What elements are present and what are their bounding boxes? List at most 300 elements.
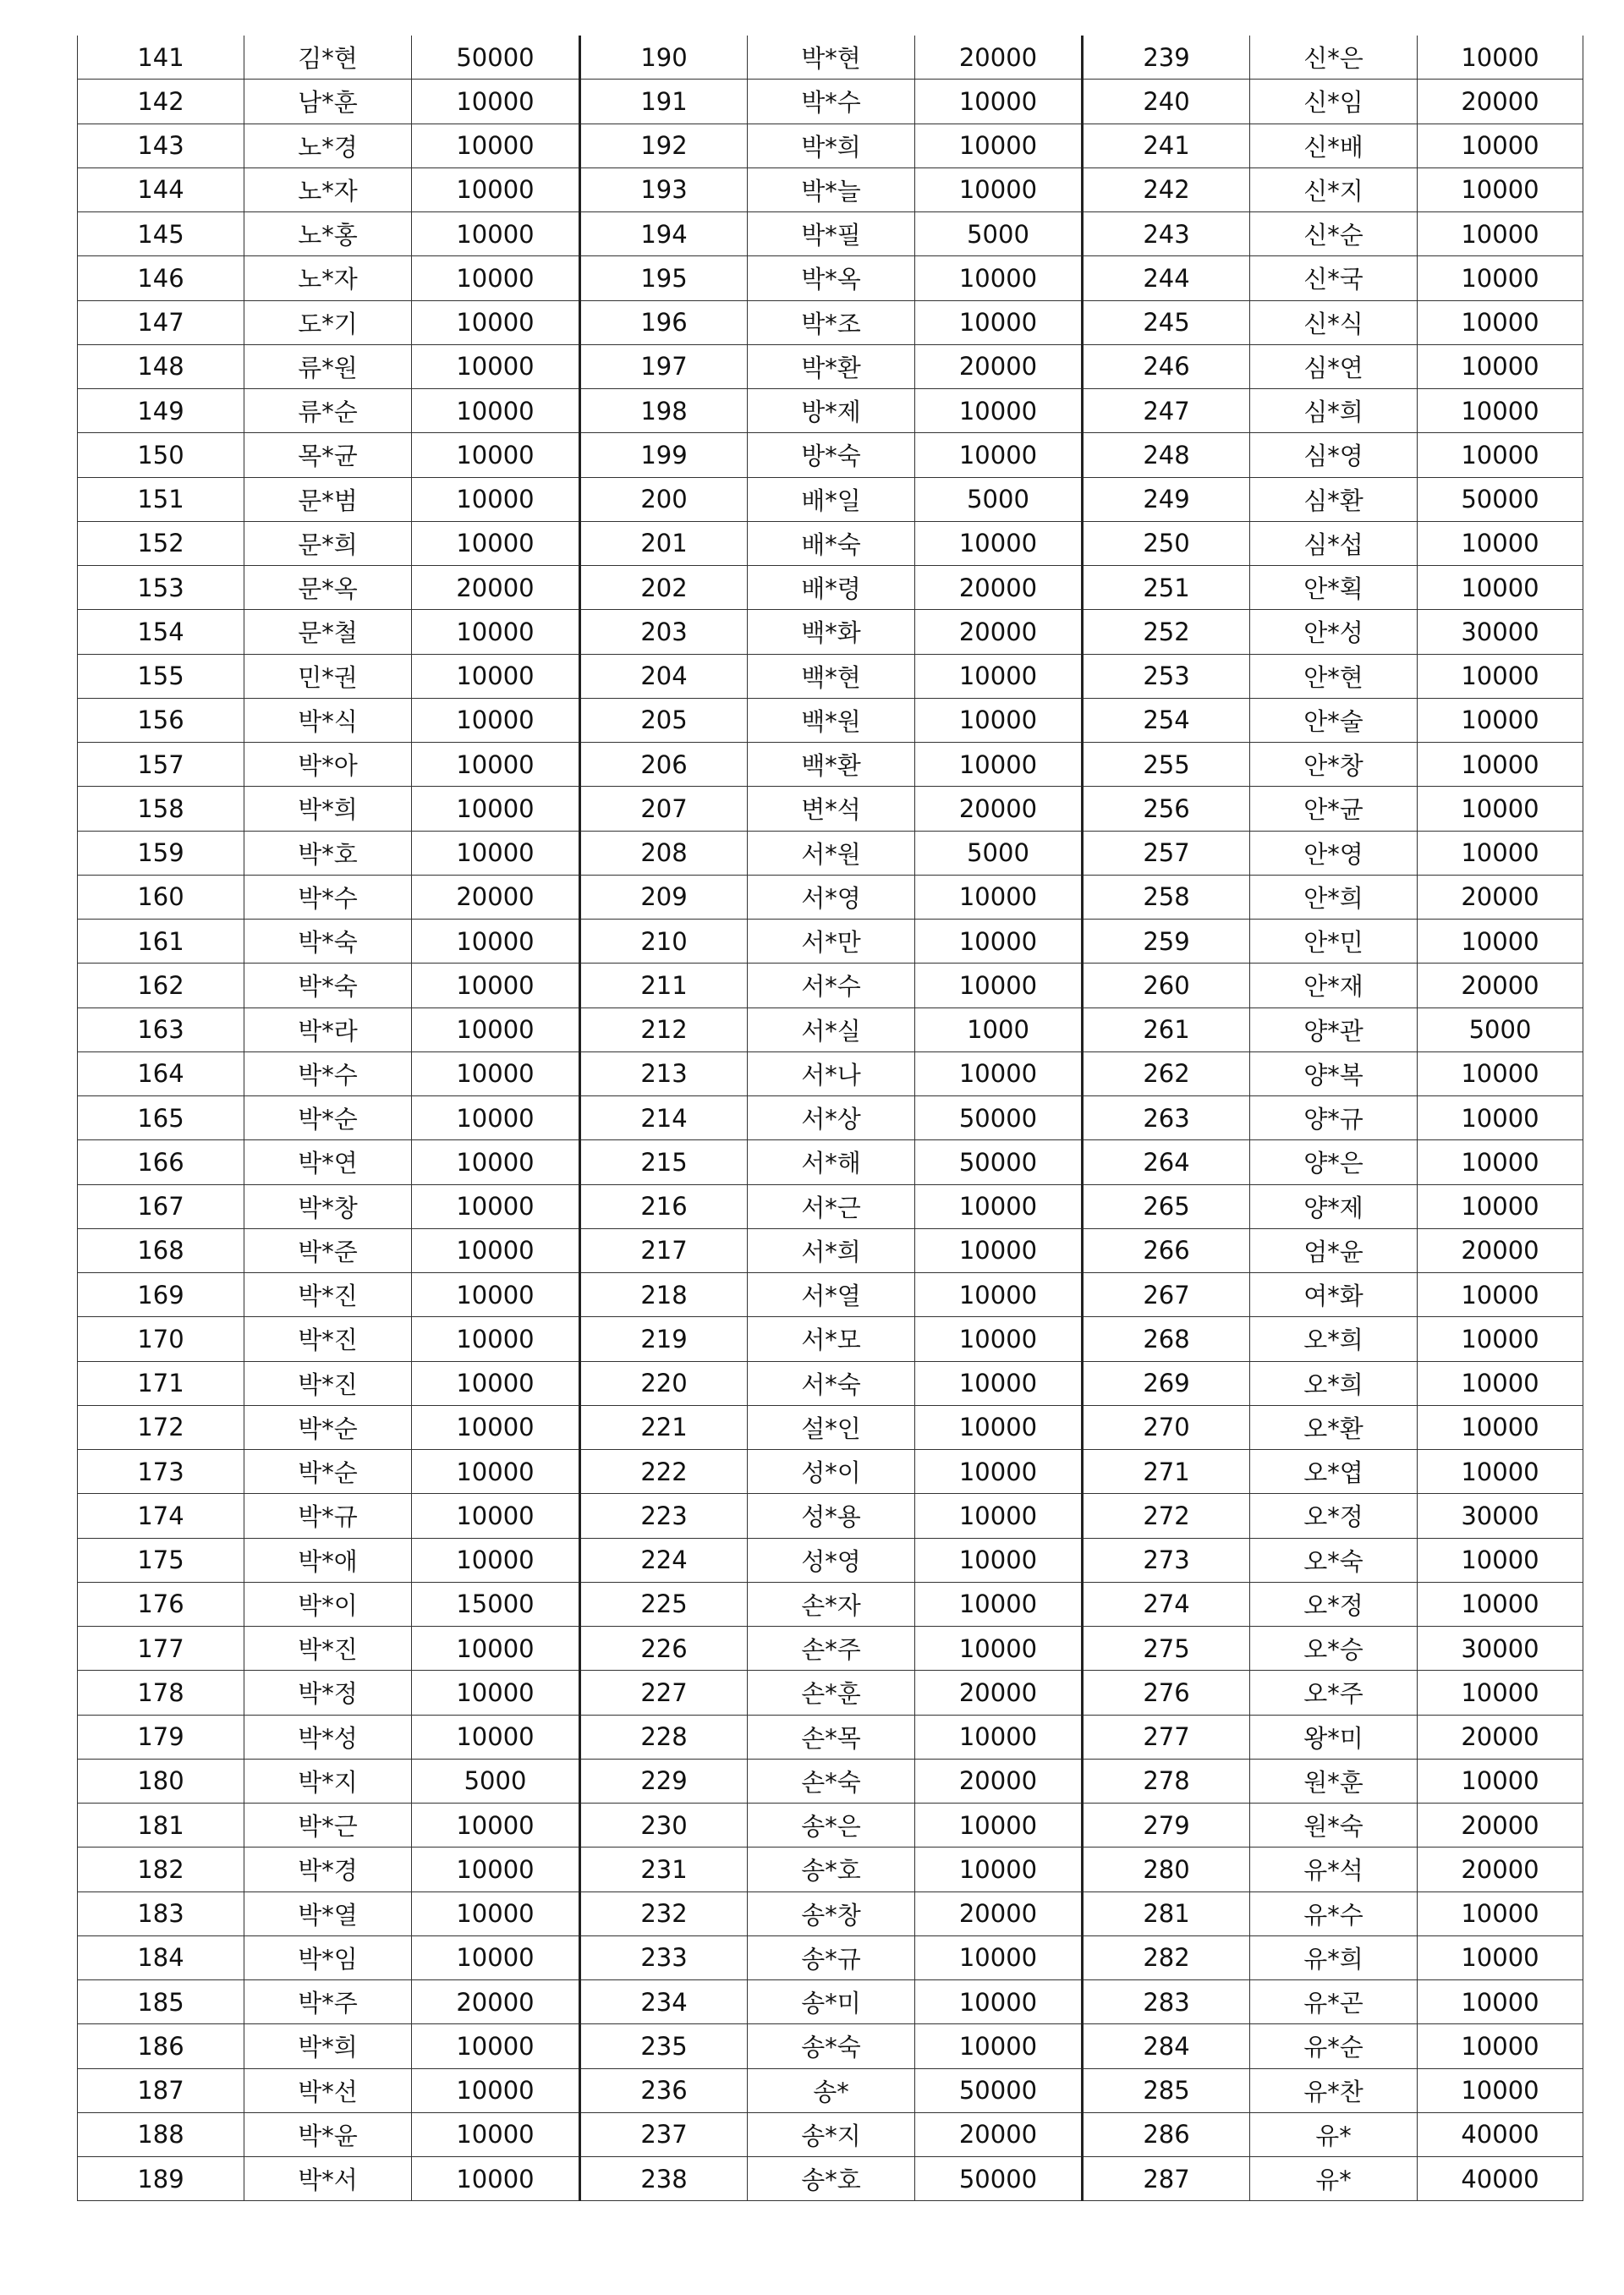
- cell-name: 송*규: [748, 1935, 915, 1979]
- cell-name: 송*지: [748, 2112, 915, 2156]
- cell-name: 송*은: [748, 1804, 915, 1848]
- table-row: [78, 167, 1583, 211]
- cell-number: 161: [78, 920, 244, 964]
- cell-amount: 10000: [412, 2112, 580, 2156]
- cell-number: 163: [78, 1007, 244, 1051]
- cell-number: 277: [1083, 1715, 1250, 1759]
- cell-name: 노*자: [244, 256, 412, 300]
- cell-amount: 10000: [915, 1980, 1083, 2024]
- cell-amount: 50000: [915, 2157, 1083, 2201]
- cell-number: 213: [580, 1051, 748, 1095]
- cell-name: 오*희: [1250, 1361, 1418, 1405]
- cell-amount: 10000: [412, 1538, 580, 1582]
- cell-number: 144: [78, 167, 244, 211]
- cell-number: 283: [1083, 1980, 1250, 2024]
- cell-amount: 10000: [915, 300, 1083, 344]
- cell-name: 박*숙: [244, 964, 412, 1007]
- cell-name: 심*연: [1250, 344, 1418, 388]
- cell-number: 233: [580, 1935, 748, 1979]
- table-row: [78, 1096, 1583, 1140]
- cell-name: 신*은: [1250, 36, 1418, 80]
- cell-name: 오*주: [1250, 1671, 1418, 1715]
- cell-name: 오*승: [1250, 1627, 1418, 1671]
- cell-name: 목*균: [244, 433, 412, 477]
- table-row: [78, 698, 1583, 742]
- cell-name: 오*숙: [1250, 1538, 1418, 1582]
- table-row: [78, 1317, 1583, 1361]
- cell-amount: 10000: [915, 2024, 1083, 2068]
- cell-name: 서*해: [748, 1140, 915, 1184]
- cell-amount: 50000: [915, 2068, 1083, 2112]
- table-row: [78, 2157, 1583, 2201]
- cell-amount: 10000: [412, 1804, 580, 1848]
- cell-amount: 10000: [915, 1405, 1083, 1449]
- cell-amount: 10000: [412, 1671, 580, 1715]
- cell-name: 박*윤: [244, 2112, 412, 2156]
- cell-amount: 10000: [1418, 787, 1583, 831]
- cell-number: 214: [580, 1096, 748, 1140]
- cell-number: 182: [78, 1848, 244, 1891]
- cell-number: 167: [78, 1184, 244, 1228]
- cell-number: 236: [580, 2068, 748, 2112]
- cell-name: 방*숙: [748, 433, 915, 477]
- cell-name: 신*국: [1250, 256, 1418, 300]
- cell-amount: 10000: [412, 1935, 580, 1979]
- table-row: [78, 1980, 1583, 2024]
- cell-amount: 50000: [915, 1140, 1083, 1184]
- cell-name: 서*상: [748, 1096, 915, 1140]
- cell-name: 류*원: [244, 344, 412, 388]
- cell-amount: 15000: [412, 1582, 580, 1626]
- cell-name: 박*창: [244, 1184, 412, 1228]
- cell-name: 양*관: [1250, 1007, 1418, 1051]
- cell-amount: 10000: [1418, 920, 1583, 964]
- cell-amount: 10000: [1418, 1891, 1583, 1935]
- cell-amount: 20000: [915, 2112, 1083, 2156]
- cell-amount: 5000: [915, 212, 1083, 256]
- cell-name: 송*미: [748, 1980, 915, 2024]
- cell-name: 문*범: [244, 477, 412, 521]
- cell-number: 173: [78, 1450, 244, 1494]
- cell-amount: 10000: [1418, 1759, 1583, 1803]
- cell-amount: 10000: [915, 1848, 1083, 1891]
- cell-name: 서*만: [748, 920, 915, 964]
- cell-amount: 10000: [1418, 521, 1583, 565]
- cell-amount: 10000: [412, 167, 580, 211]
- cell-name: 안*영: [1250, 831, 1418, 875]
- cell-name: 박*성: [244, 1715, 412, 1759]
- cell-number: 172: [78, 1405, 244, 1449]
- cell-amount: 20000: [915, 610, 1083, 654]
- cell-name: 백*환: [748, 743, 915, 787]
- cell-name: 서*실: [748, 1007, 915, 1051]
- cell-name: 박*임: [244, 1935, 412, 1979]
- cell-name: 박*아: [244, 743, 412, 787]
- cell-name: 박*환: [748, 344, 915, 388]
- cell-number: 185: [78, 1980, 244, 2024]
- cell-amount: 20000: [1418, 1228, 1583, 1272]
- cell-amount: 40000: [1418, 2157, 1583, 2201]
- cell-amount: 10000: [915, 1228, 1083, 1272]
- cell-number: 174: [78, 1494, 244, 1538]
- cell-amount: 10000: [915, 743, 1083, 787]
- cell-number: 252: [1083, 610, 1250, 654]
- cell-amount: 10000: [412, 256, 580, 300]
- cell-name: 노*홍: [244, 212, 412, 256]
- cell-name: 신*순: [1250, 212, 1418, 256]
- cell-amount: 10000: [1418, 36, 1583, 80]
- cell-name: 신*식: [1250, 300, 1418, 344]
- cell-number: 157: [78, 743, 244, 787]
- cell-name: 안*현: [1250, 654, 1418, 698]
- cell-name: 박*주: [244, 1980, 412, 2024]
- cell-amount: 40000: [1418, 2112, 1583, 2156]
- cell-amount: 10000: [412, 831, 580, 875]
- cell-name: 성*영: [748, 1538, 915, 1582]
- cell-name: 유*찬: [1250, 2068, 1418, 2112]
- cell-name: 박*열: [244, 1891, 412, 1935]
- cell-number: 204: [580, 654, 748, 698]
- cell-amount: 10000: [1418, 1096, 1583, 1140]
- cell-amount: 20000: [915, 1891, 1083, 1935]
- cell-amount: 10000: [1418, 1317, 1583, 1361]
- cell-name: 안*희: [1250, 875, 1418, 919]
- cell-number: 168: [78, 1228, 244, 1272]
- cell-amount: 10000: [1418, 743, 1583, 787]
- cell-name: 박*연: [244, 1140, 412, 1184]
- cell-name: 양*제: [1250, 1184, 1418, 1228]
- cell-amount: 10000: [915, 1273, 1083, 1317]
- table-row: [78, 2024, 1583, 2068]
- cell-name: 안*균: [1250, 787, 1418, 831]
- cell-amount: 5000: [1418, 1007, 1583, 1051]
- cell-name: 오*정: [1250, 1494, 1418, 1538]
- cell-amount: 10000: [915, 875, 1083, 919]
- table-row: [78, 36, 1583, 80]
- cell-name: 손*주: [748, 1627, 915, 1671]
- cell-name: 심*영: [1250, 433, 1418, 477]
- cell-number: 280: [1083, 1848, 1250, 1891]
- cell-name: 손*자: [748, 1582, 915, 1626]
- cell-name: 노*경: [244, 124, 412, 167]
- cell-number: 159: [78, 831, 244, 875]
- cell-amount: 10000: [1418, 212, 1583, 256]
- cell-number: 238: [580, 2157, 748, 2201]
- cell-number: 228: [580, 1715, 748, 1759]
- cell-number: 240: [1083, 80, 1250, 124]
- cell-number: 278: [1083, 1759, 1250, 1803]
- cell-amount: 10000: [915, 1494, 1083, 1538]
- cell-number: 208: [580, 831, 748, 875]
- cell-number: 205: [580, 698, 748, 742]
- cell-number: 146: [78, 256, 244, 300]
- cell-amount: 20000: [412, 1980, 580, 2024]
- cell-name: 박*수: [748, 80, 915, 124]
- cell-name: 성*용: [748, 1494, 915, 1538]
- cell-amount: 10000: [1418, 2068, 1583, 2112]
- cell-number: 183: [78, 1891, 244, 1935]
- cell-amount: 10000: [915, 1317, 1083, 1361]
- cell-number: 152: [78, 521, 244, 565]
- table-row: [78, 610, 1583, 654]
- cell-name: 유*곤: [1250, 1980, 1418, 2024]
- cell-number: 191: [580, 80, 748, 124]
- cell-amount: 10000: [915, 920, 1083, 964]
- table-row: [78, 1538, 1583, 1582]
- cell-name: 심*환: [1250, 477, 1418, 521]
- cell-amount: 10000: [915, 1627, 1083, 1671]
- cell-amount: 30000: [1418, 610, 1583, 654]
- cell-name: 유*: [1250, 2112, 1418, 2156]
- cell-number: 279: [1083, 1804, 1250, 1848]
- table-row: [78, 521, 1583, 565]
- cell-number: 226: [580, 1627, 748, 1671]
- cell-number: 141: [78, 36, 244, 80]
- cell-amount: 10000: [412, 521, 580, 565]
- cell-name: 신*임: [1250, 80, 1418, 124]
- cell-name: 유*수: [1250, 1891, 1418, 1935]
- cell-name: 박*필: [748, 212, 915, 256]
- cell-amount: 10000: [412, 1228, 580, 1272]
- cell-name: 박*호: [244, 831, 412, 875]
- cell-name: 유*석: [1250, 1848, 1418, 1891]
- cell-name: 원*숙: [1250, 1804, 1418, 1848]
- table-row: [78, 1804, 1583, 1848]
- cell-number: 187: [78, 2068, 244, 2112]
- cell-name: 도*기: [244, 300, 412, 344]
- cell-name: 박*숙: [244, 920, 412, 964]
- cell-number: 158: [78, 787, 244, 831]
- cell-amount: 10000: [1418, 167, 1583, 211]
- cell-number: 276: [1083, 1671, 1250, 1715]
- cell-number: 184: [78, 1935, 244, 1979]
- cell-number: 160: [78, 875, 244, 919]
- cell-number: 190: [580, 36, 748, 80]
- table-row: [78, 831, 1583, 875]
- cell-name: 서*열: [748, 1273, 915, 1317]
- cell-number: 147: [78, 300, 244, 344]
- table-row: [78, 1007, 1583, 1051]
- cell-amount: 30000: [1418, 1494, 1583, 1538]
- cell-amount: 10000: [1418, 1450, 1583, 1494]
- cell-number: 210: [580, 920, 748, 964]
- cell-name: 백*현: [748, 654, 915, 698]
- cell-number: 231: [580, 1848, 748, 1891]
- cell-name: 손*목: [748, 1715, 915, 1759]
- table-row: [78, 654, 1583, 698]
- cell-name: 심*희: [1250, 389, 1418, 433]
- cell-name: 오*엽: [1250, 1450, 1418, 1494]
- table-row: [78, 875, 1583, 919]
- cell-amount: 10000: [1418, 1980, 1583, 2024]
- cell-number: 145: [78, 212, 244, 256]
- cell-number: 224: [580, 1538, 748, 1582]
- cell-name: 유*순: [1250, 2024, 1418, 2068]
- cell-number: 287: [1083, 2157, 1250, 2201]
- cell-number: 247: [1083, 389, 1250, 433]
- cell-name: 송*호: [748, 1848, 915, 1891]
- table-row: [78, 1273, 1583, 1317]
- cell-amount: 10000: [412, 964, 580, 1007]
- cell-number: 212: [580, 1007, 748, 1051]
- cell-number: 268: [1083, 1317, 1250, 1361]
- cell-name: 박*순: [244, 1096, 412, 1140]
- table-row: [78, 433, 1583, 477]
- cell-amount: 10000: [915, 521, 1083, 565]
- cell-amount: 10000: [412, 1361, 580, 1405]
- cell-amount: 10000: [412, 80, 580, 124]
- cell-number: 263: [1083, 1096, 1250, 1140]
- cell-number: 164: [78, 1051, 244, 1095]
- cell-amount: 10000: [412, 300, 580, 344]
- cell-amount: 10000: [412, 787, 580, 831]
- cell-name: 박*규: [244, 1494, 412, 1538]
- cell-number: 198: [580, 389, 748, 433]
- cell-name: 문*옥: [244, 566, 412, 610]
- cell-amount: 10000: [1418, 124, 1583, 167]
- cell-number: 217: [580, 1228, 748, 1272]
- cell-name: 박*진: [244, 1361, 412, 1405]
- cell-number: 285: [1083, 2068, 1250, 2112]
- cell-name: 박*진: [244, 1317, 412, 1361]
- cell-name: 안*민: [1250, 920, 1418, 964]
- table-row: [78, 1228, 1583, 1272]
- cell-number: 253: [1083, 654, 1250, 698]
- cell-amount: 10000: [412, 1317, 580, 1361]
- cell-amount: 10000: [915, 1582, 1083, 1626]
- cell-number: 286: [1083, 2112, 1250, 2156]
- cell-name: 박*수: [244, 875, 412, 919]
- cell-amount: 10000: [1418, 1273, 1583, 1317]
- cell-name: 배*숙: [748, 521, 915, 565]
- cell-name: 원*훈: [1250, 1759, 1418, 1803]
- cell-name: 박*현: [748, 36, 915, 80]
- table-row: [78, 1848, 1583, 1891]
- cell-amount: 10000: [915, 124, 1083, 167]
- cell-amount: 10000: [915, 1715, 1083, 1759]
- cell-number: 148: [78, 344, 244, 388]
- cell-amount: 10000: [412, 212, 580, 256]
- cell-amount: 10000: [412, 1007, 580, 1051]
- cell-name: 서*영: [748, 875, 915, 919]
- cell-amount: 10000: [412, 389, 580, 433]
- cell-number: 149: [78, 389, 244, 433]
- cell-name: 박*조: [748, 300, 915, 344]
- table-row: [78, 1450, 1583, 1494]
- table-row: [78, 344, 1583, 388]
- cell-name: 손*훈: [748, 1671, 915, 1715]
- cell-amount: 10000: [412, 433, 580, 477]
- cell-number: 271: [1083, 1450, 1250, 1494]
- cell-amount: 10000: [1418, 1051, 1583, 1095]
- table-row: [78, 1582, 1583, 1626]
- cell-name: 양*복: [1250, 1051, 1418, 1095]
- cell-name: 방*제: [748, 389, 915, 433]
- cell-amount: 10000: [1418, 566, 1583, 610]
- cell-number: 179: [78, 1715, 244, 1759]
- cell-number: 254: [1083, 698, 1250, 742]
- cell-number: 156: [78, 698, 244, 742]
- cell-name: 유*: [1250, 2157, 1418, 2201]
- cell-name: 오*희: [1250, 1317, 1418, 1361]
- cell-number: 207: [580, 787, 748, 831]
- cell-amount: 10000: [1418, 1671, 1583, 1715]
- cell-name: 백*화: [748, 610, 915, 654]
- cell-amount: 10000: [1418, 433, 1583, 477]
- cell-number: 237: [580, 2112, 748, 2156]
- cell-amount: 10000: [1418, 1582, 1583, 1626]
- cell-amount: 10000: [412, 920, 580, 964]
- cell-number: 162: [78, 964, 244, 1007]
- cell-number: 199: [580, 433, 748, 477]
- cell-number: 242: [1083, 167, 1250, 211]
- cell-number: 221: [580, 1405, 748, 1449]
- cell-amount: 10000: [915, 433, 1083, 477]
- cell-number: 180: [78, 1759, 244, 1803]
- cell-number: 246: [1083, 344, 1250, 388]
- cell-amount: 10000: [412, 698, 580, 742]
- table-row: [78, 1361, 1583, 1405]
- table-row: [78, 1759, 1583, 1803]
- cell-name: 오*정: [1250, 1582, 1418, 1626]
- cell-number: 227: [580, 1671, 748, 1715]
- cell-number: 270: [1083, 1405, 1250, 1449]
- table-row: [78, 787, 1583, 831]
- cell-name: 문*철: [244, 610, 412, 654]
- cell-name: 서*희: [748, 1228, 915, 1272]
- donor-ledger-sheet: [77, 36, 1583, 2201]
- cell-number: 189: [78, 2157, 244, 2201]
- cell-number: 250: [1083, 521, 1250, 565]
- cell-amount: 10000: [412, 654, 580, 698]
- cell-amount: 50000: [915, 1096, 1083, 1140]
- cell-number: 155: [78, 654, 244, 698]
- cell-amount: 20000: [1418, 1804, 1583, 1848]
- cell-name: 송*창: [748, 1891, 915, 1935]
- cell-amount: 10000: [915, 654, 1083, 698]
- cell-name: 안*획: [1250, 566, 1418, 610]
- cell-number: 255: [1083, 743, 1250, 787]
- cell-number: 193: [580, 167, 748, 211]
- cell-amount: 10000: [915, 256, 1083, 300]
- cell-number: 239: [1083, 36, 1250, 80]
- table-row: [78, 1671, 1583, 1715]
- cell-number: 170: [78, 1317, 244, 1361]
- cell-name: 서*모: [748, 1317, 915, 1361]
- cell-name: 송*숙: [748, 2024, 915, 2068]
- cell-amount: 10000: [915, 167, 1083, 211]
- cell-number: 234: [580, 1980, 748, 2024]
- cell-number: 142: [78, 80, 244, 124]
- cell-number: 262: [1083, 1051, 1250, 1095]
- cell-name: 안*성: [1250, 610, 1418, 654]
- cell-amount: 10000: [412, 1891, 580, 1935]
- cell-name: 박*식: [244, 698, 412, 742]
- cell-name: 박*준: [244, 1228, 412, 1272]
- table-row: [78, 920, 1583, 964]
- cell-number: 176: [78, 1582, 244, 1626]
- cell-name: 양*규: [1250, 1096, 1418, 1140]
- table-row: [78, 964, 1583, 1007]
- cell-amount: 20000: [1418, 1848, 1583, 1891]
- cell-amount: 10000: [1418, 300, 1583, 344]
- cell-name: 백*원: [748, 698, 915, 742]
- cell-number: 203: [580, 610, 748, 654]
- table-row: [78, 1627, 1583, 1671]
- cell-amount: 10000: [1418, 831, 1583, 875]
- cell-name: 박*경: [244, 1848, 412, 1891]
- cell-name: 남*훈: [244, 80, 412, 124]
